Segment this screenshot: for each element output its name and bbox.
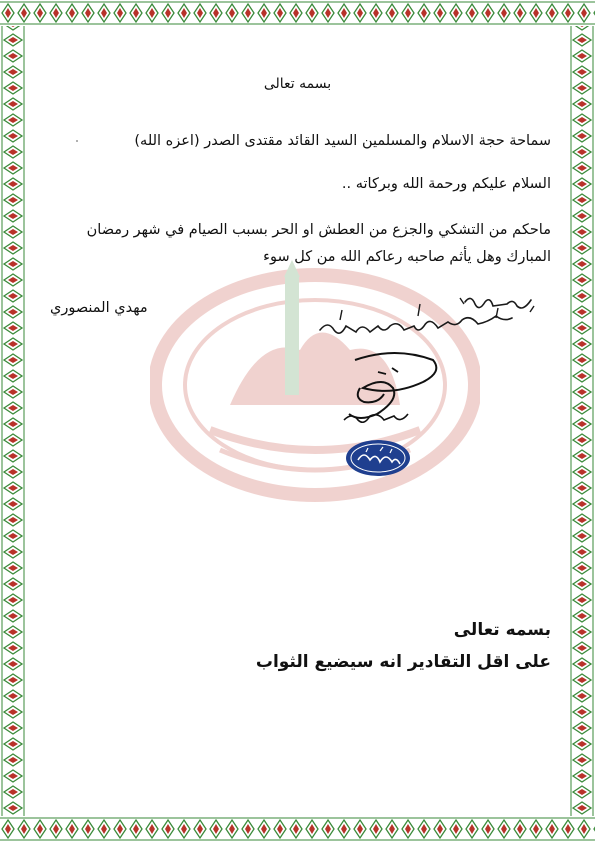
letter-question-line-1: ماحكم من التشكي والجزع من العطش او الحر بسبب الصيام في شهر رمضان xyxy=(86,222,551,238)
decorative-border-bottom xyxy=(0,816,595,842)
reply-answer: على اقل التقادير انه سيضيع الثواب xyxy=(255,652,551,672)
letter-recipient: سماحة حجة الاسلام والمسلمين السيد القائد مقتدى الصدر (اعزه الله) xyxy=(134,133,551,149)
letter-question-line-2: المبارك وهل يأثم صاحبه رعاكم الله من كل سوء xyxy=(263,249,551,265)
letter-sender: مهدي المنصوري xyxy=(50,300,148,316)
letter-basmala: بسمه تعالى xyxy=(263,76,332,92)
reply-basmala: بسمه تعالى xyxy=(453,620,551,640)
official-seal-stamp-icon xyxy=(344,438,412,478)
speck xyxy=(76,140,78,142)
decorative-border-left xyxy=(0,0,26,842)
decorative-border-top xyxy=(0,0,595,26)
handwritten-signature-icon xyxy=(300,288,560,488)
letter-greeting: السلام عليكم ورحمة الله وبركاته .. xyxy=(341,176,551,192)
decorative-border-right xyxy=(569,0,595,842)
